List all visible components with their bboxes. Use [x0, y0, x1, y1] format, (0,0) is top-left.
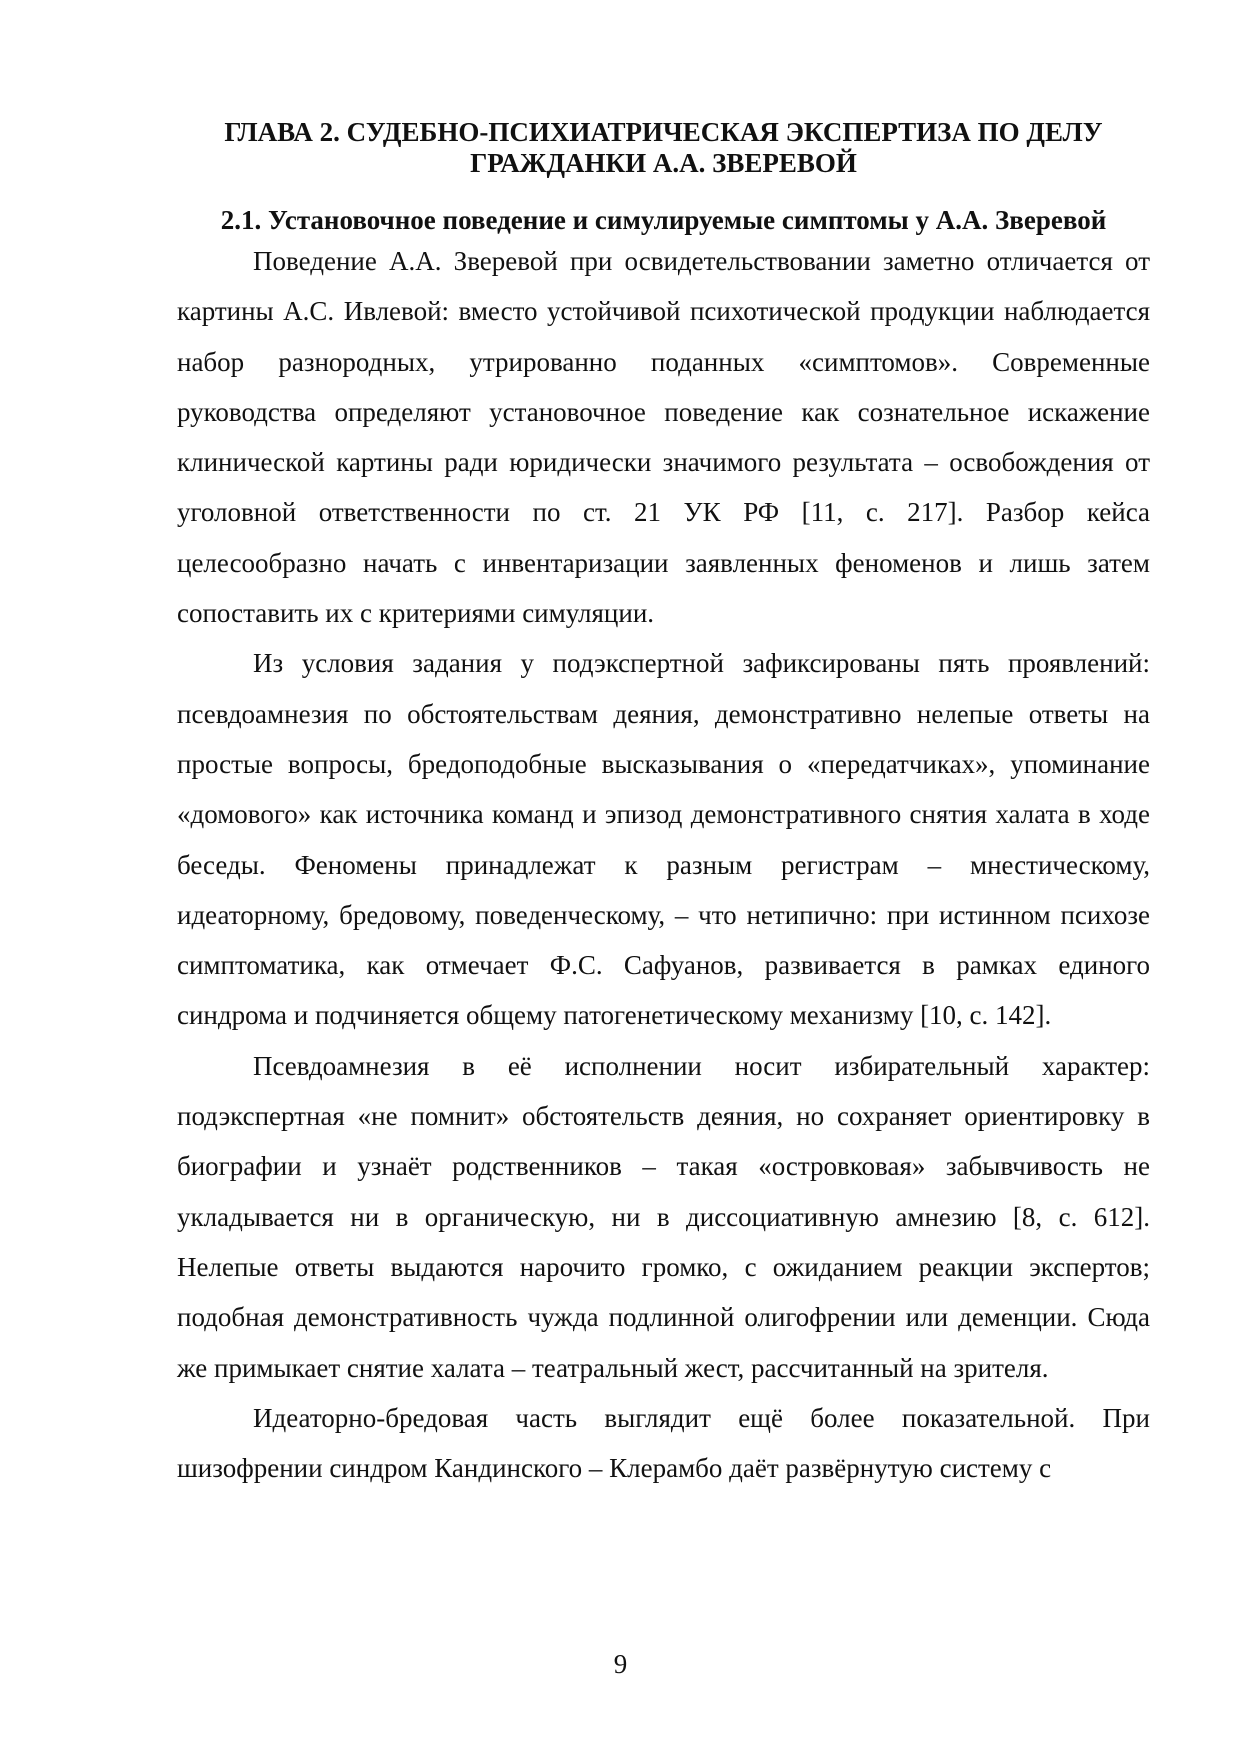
- paragraph-4: Идеаторно-бредовая часть выглядит ещё более показательной. При шизофрении синдром Кандинского – Клерамбо даёт развёрнутую систему с: [177, 1402, 1150, 1484]
- page-content: [177, 117, 1150, 1493]
- section-title: 2.1. Установочное поведение и симулируемые симптомы у А.А. Зверевой: [220, 205, 1107, 235]
- page-number: 9: [613, 1649, 628, 1679]
- paragraph-3: Псевдоамнезия в её исполнении носит избирательный характер: подэкспертная «не помнит» обстоятельств деяния, но сохраняет ориентировку в биографии и узнаёт родственников – такая «островковая» забывчивость не укладывается ни в органическую, ни в диссоциативную амнезию [8, с. 612]. Нелепые ответы выдаются нарочито громко, с ожиданием реакции экспертов; подобная демонстративность чужда подлинной олигофрении или деменции. Сюда же примыкает снятие халата – театральный жест, рассчитанный на зрителя.: [177, 1050, 1150, 1383]
- paragraph-1: Поведение А.А. Зверевой при освидетельствовании заметно отличается от картины А.С. Ивлевой: вместо устойчивой психотической продукции наблюдается набор разнородных, утрированно поданных «симптомов». Современные руководства определяют установочное поведение как сознательное искажение клинической картины ради юридически значимого результата – освобождения от уголовной ответственности по ст. 21 УК РФ [11, с. 217]. Разбор кейса целесообразно начать с инвентаризации заявленных феноменов и лишь затем сопоставить их с критериями симуляции.: [177, 246, 1150, 629]
- chapter-title: ГЛАВА 2. СУДЕБНО-ПСИХИАТРИЧЕСКАЯ ЭКСПЕРТИЗА ПО ДЕЛУ ГРАЖДАНКИ А.А. ЗВЕРЕВОЙ: [224, 117, 1103, 178]
- paragraph-2: Из условия задания у подэкспертной зафиксированы пять проявлений: псевдоамнезия по обстоятельствам деяния, демонстративно нелепые ответы на простые вопросы, бредоподобные высказывания о «передатчиках», упоминание «домового» как источника команд и эпизод демонстративного снятия халата в ходе беседы. Феномены принадлежат к разным регистрам – мнестическому, идеаторному, бредовому, поведенческому, – что нетипично: при истинном психозе симптоматика, как отмечает Ф.С. Сафуанов, развивается в рамках единого синдрома и подчиняется общему патогенетическому механизму [10, с. 142].: [177, 648, 1150, 1031]
